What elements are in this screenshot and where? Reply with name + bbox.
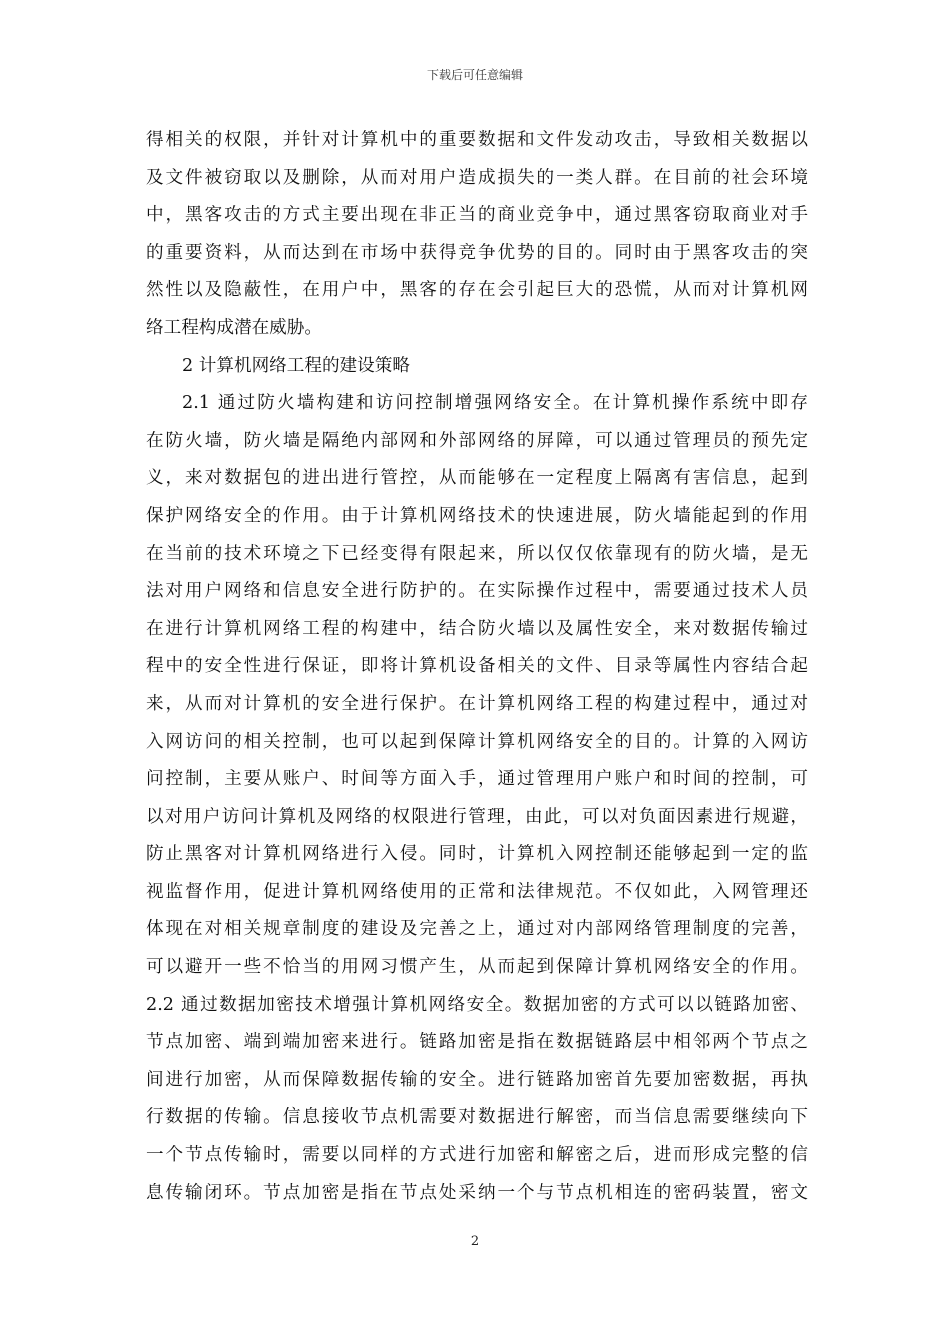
text-line: 节点加密、端到端加密来进行。链路加密是指在数据链路层中相邻两个节点之 (146, 1032, 808, 1053)
page-number: 2 (470, 1234, 480, 1249)
document-body (146, 122, 808, 1212)
section-heading: 2 计算机网络工程的建设策略 (182, 355, 410, 376)
text-line: 然性以及隐蔽性，在用户中，黑客的存在会引起巨大的恐慌，从而对计算机网 (146, 280, 808, 301)
text-line: 在防火墙，防火墙是隔绝内部网和外部网络的屏障，可以通过管理员的预先定 (146, 430, 808, 451)
text-line: 以对用户访问计算机及网络的权限进行管理，由此，可以对负面因素进行规避， (146, 806, 808, 827)
text-line: 得相关的权限，并针对计算机中的重要数据和文件发动攻击，导致相关数据以 (146, 130, 808, 150)
text-line: 在进行计算机网络工程的构建中，结合防火墙以及属性安全，来对数据传输过 (146, 618, 808, 639)
text-line: 2.2 通过数据加密技术增强计算机网络安全。数据加密的方式可以以链路加密、 (146, 994, 808, 1015)
text-line: 法对用户网络和信息安全进行防护的。在实际操作过程中，需要通过技术人员 (146, 581, 808, 602)
text-line: 来，从而对计算机的安全进行保护。在计算机网络工程的构建过程中，通过对 (146, 693, 808, 714)
text-line: 可以避开一些不恰当的用网习惯产生，从而起到保障计算机网络安全的作用。 (146, 957, 808, 978)
text-line: 义，来对数据包的进出进行管控，从而能够在一定程度上隔离有害信息，起到 (146, 468, 808, 489)
page-header: 下载后可任意编辑 (426, 68, 523, 82)
text-line: 视监督作用，促进计算机网络使用的正常和法律规范。不仅如此，入网管理还 (146, 881, 808, 902)
text-line: 问控制，主要从账户、时间等方面入手，通过管理用户账户和时间的控制，可 (146, 769, 808, 790)
text-line: 息传输闭环。节点加密是指在节点处采纳一个与节点机相连的密码装置，密文 (146, 1182, 808, 1203)
text-line: 体现在对相关规章制度的建设及完善之上，通过对内部网络管理制度的完善， (146, 919, 808, 940)
text-line: 入网访问的相关控制，也可以起到保障计算机网络安全的目的。计算的入网访 (146, 731, 808, 752)
text-line: 防止黑客对计算机网络进行入侵。同时，计算机入网控制还能够起到一定的监 (146, 844, 808, 865)
text-line: 在当前的技术环境之下已经变得有限起来，所以仅仅依靠现有的防火墙，是无 (146, 543, 808, 564)
text-line: 中，黑客攻击的方式主要出现在非正当的商业竞争中，通过黑客窃取商业对手 (146, 205, 808, 226)
text-line: 间进行加密，从而保障数据传输的安全。进行链路加密首先要加密数据，再执 (146, 1069, 808, 1090)
text-line: 一个节点传输时，需要以同样的方式进行加密和解密之后，进而形成完整的信 (146, 1145, 808, 1166)
text-line: 的重要资料，从而达到在市场中获得竞争优势的目的。同时由于黑客攻击的突 (146, 242, 808, 263)
text-line: 行数据的传输。信息接收节点机需要对数据进行解密，而当信息需要继续向下 (146, 1107, 808, 1128)
text-line: 2.1 通过防火墙构建和访问控制增强网络安全。在计算机操作系统中即存 (182, 393, 808, 414)
text-line: 程中的安全性进行保证，即将计算机设备相关的文件、目录等属性内容结合起 (146, 656, 808, 677)
text-line: 保护网络安全的作用。由于计算机网络技术的快速进展，防火墙能起到的作用 (146, 505, 808, 526)
text-line: 络工程构成潜在威胁。 (146, 317, 322, 338)
text-line: 及文件被窃取以及删除，从而对用户造成损失的一类人群。在目前的社会环境 (146, 167, 808, 188)
